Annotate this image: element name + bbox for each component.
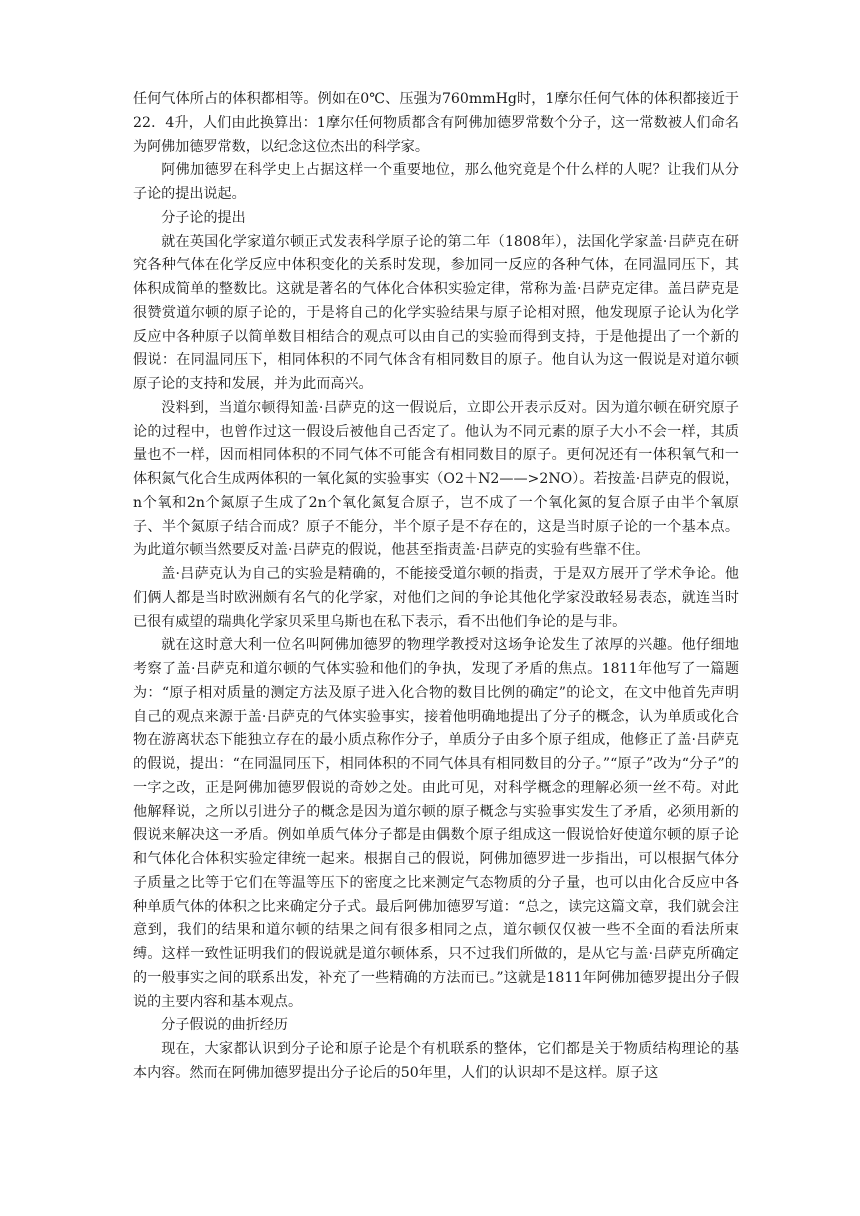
paragraph-academic-debate: 盖·吕萨克认为自己的实验是精确的，不能接受道尔顿的指责，于是双方展开了学术争论。他们俩人都是当时欧洲颇有名气的化学家，对他们之间的争论其他化学家没敢轻易表态，就连当时已很有威望的瑞典化学家贝采里乌斯也在私下表示，看不出他们争论的是与非。 [133,566,739,630]
paragraph-dalton-objection: 没料到，当道尔顿得知盖·吕萨克的这一假说后，立即公开表示反对。因为道尔顿在研究原子论的过程中，也曾作过这一假设后被他自己否定了。他认为不同元素的原子大小不会一样，其质量也不一样，因而相同体积的不同气体不可能含有相同数目的原子。更何况还有一体积氧气和一体积氮气化合生成两体积的一氧化氮的实验事实（O2＋N2——>2NO）。若按盖·吕萨克的假说，n个氧和2n个氮原子生成了2n个氧化氮复合原子，岂不成了一个氧化氮的复合原子由半个氧原子、半个氮原子结合而成？原子不能分，半个原子是不存在的，这是当时原子论的一个基本点。为此道尔顿当然要反对盖·吕萨克的假说，他甚至指责盖·吕萨克的实验有些靠不住。 [133,399,739,559]
paragraph-later-recognition: 现在，大家都认识到分子论和原子论是个有机联系的整体，它们都是关于物质结构理论的基本内容。然而在阿佛加德罗提出分子论后的50年里，人们的认识却不是这样。原子这 [133,1041,739,1081]
section-heading-hypothesis-history: 分子假说的曲折经历 [161,1017,289,1034]
section-heading-molecular-theory: 分子论的提出 [161,209,246,226]
document-page [133,88,739,1086]
paragraph-avogadro-hypothesis: 就在这时意大利一位名叫阿佛加德罗的物理学教授对这场争论发生了浓厚的兴趣。他仔细地考察了盖·吕萨克和道尔顿的气体实验和他们的争执，发现了矛盾的焦点。1811年他写了一篇题为：“原子相对质量的测定方法及原子进入化合物的数目比例的确定”的论文，在文中他首先声明自己的观点来源于盖·吕萨克的气体实验事实，接着他明确地提出了分子的概念，认为单质或化合物在游离状态下能独立存在的最小质点称作分子，单质分子由多个原子组成，他修正了盖·吕萨克的假说，提出：“在同温同压下，相同体积的不同气体具有相同数目的分子。”“原子”改为“分子”的一字之改，正是阿佛加德罗假说的奇妙之处。由此可见，对科学概念的理解必须一丝不苟。对此他解释说，之所以引进分子的概念是因为道尔顿的原子概念与实验事实发生了矛盾，必须用新的假说来解决这一矛盾。例如单质气体分子都是由偶数个原子组成这一假说恰好使道尔顿的原子论和气体化合体积实验定律统一起来。根据自己的假说，阿佛加德罗进一步指出，可以根据气体分子质量之比等于它们在等温等压下的密度之比来测定气态物质的分子量，也可以由化合反应中各种单质气体的体积之比来确定分子式。最后阿佛加德罗写道：“总之，读完这篇文章，我们就会注意到，我们的结果和道尔顿的结果之间有很多相同之点，道尔顿仅仅被一些不全面的看法所束缚。这样一致性证明我们的假说就是道尔顿体系，只不过我们所做的，是从它与盖·吕萨克所确定的一般事实之间的联系出发，补充了一些精确的方法而已。”这就是1811年阿佛加德罗提出分子假说的主要内容和基本观点。 [133,637,739,1010]
paragraph-molar-volume: 任何气体所占的体积都相等。例如在0℃、压强为760mmHg时，1摩尔任何气体的体积都接近于22．4升，人们由此换算出：1摩尔任何物质都含有阿佛加德罗常数个分子，这一常数被人们命名为阿佛加德罗常数，以纪念这位杰出的科学家。 [133,91,739,155]
paragraph-intro-question: 阿佛加德罗在科学史上占据这样一个重要地位，那么他究竟是个什么样的人呢？让我们从分子论的提出说起。 [133,162,739,202]
paragraph-gay-lussac-law: 就在英国化学家道尔顿正式发表科学原子论的第二年（1808年），法国化学家盖·吕萨克在研究各种气体在化学反应中体积变化的关系时发现，参加同一反应的各种气体，在同温同压下，其体积成简单的整数比。这就是著名的气体化合体积实验定律，常称为盖·吕萨克定律。盖吕萨克是很赞赏道尔顿的原子论的，于是将自己的化学实验结果与原子论相对照，他发现原子论认为化学反应中各种原子以简单数目相结合的观点可以由自己的实验而得到支持，于是他提出了一个新的假说：在同温同压下，相同体积的不同气体含有相同数目的原子。他自认为这一假说是对道尔顿原子论的支持和发展，并为此而高兴。 [133,233,739,392]
